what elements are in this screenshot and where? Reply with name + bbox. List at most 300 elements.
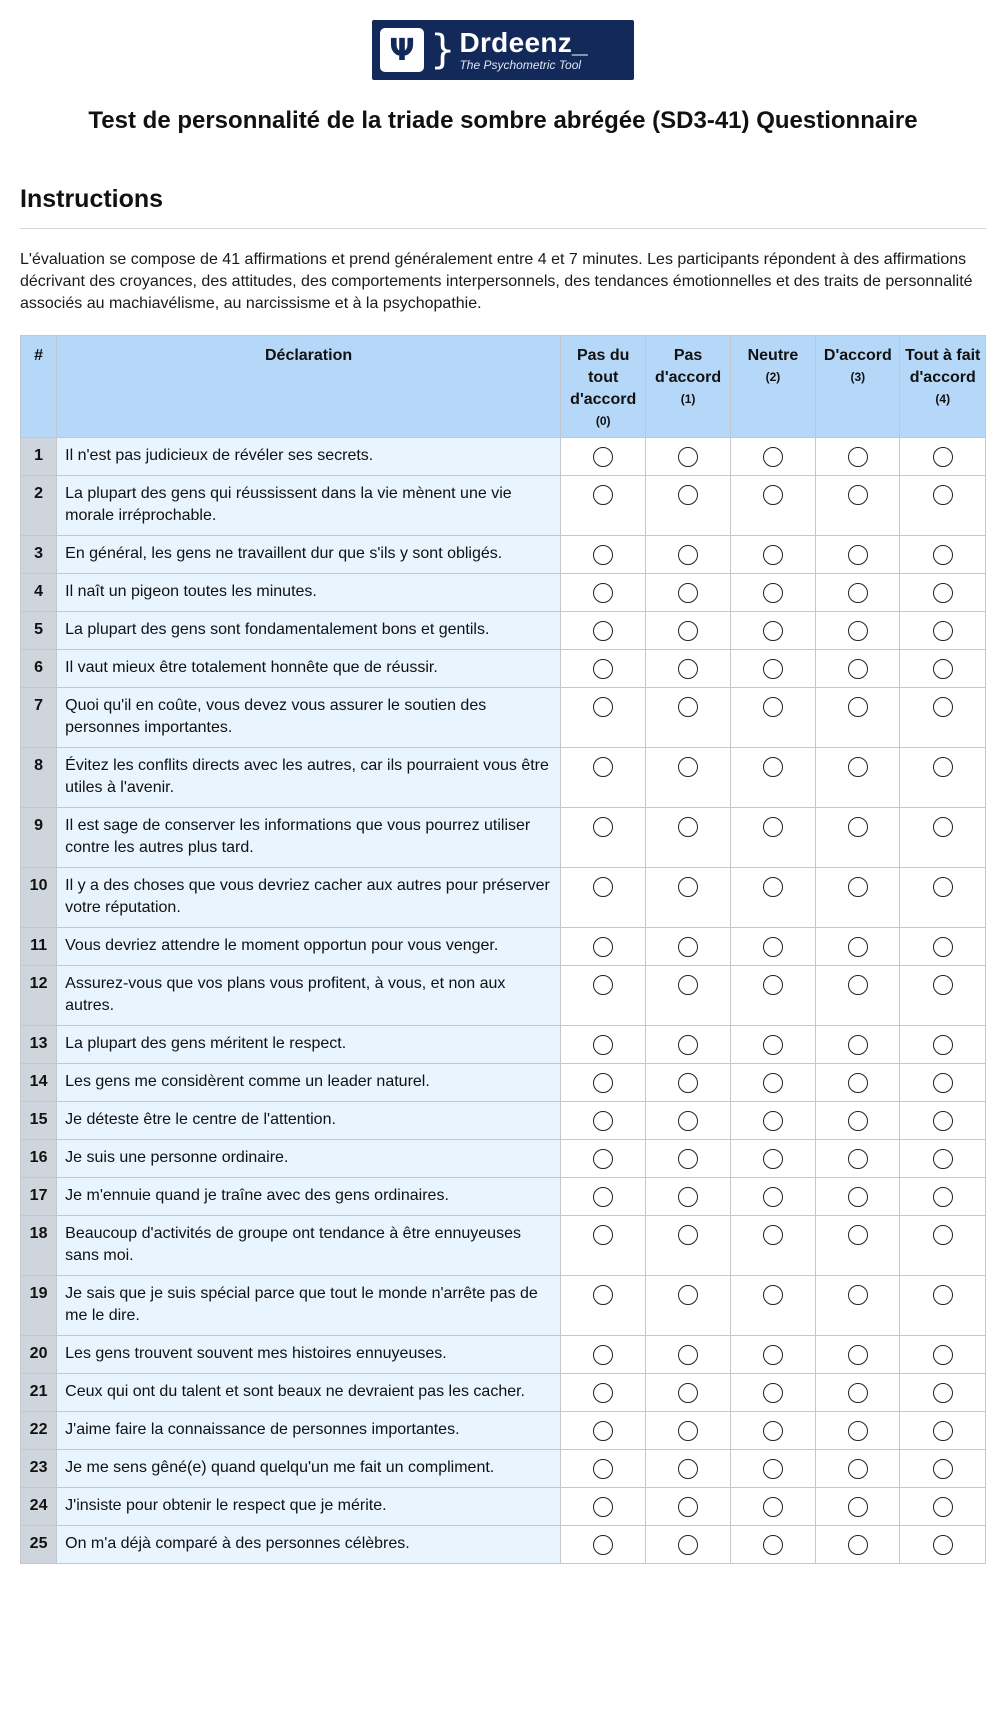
- answer-cell: [900, 536, 986, 574]
- answer-cell: [560, 1064, 645, 1102]
- header-statement: Déclaration: [57, 336, 561, 438]
- answer-cell: [816, 574, 900, 612]
- answer-radio-4[interactable]: [933, 1035, 953, 1055]
- answer-cell: [730, 1412, 815, 1450]
- answer-radio-2[interactable]: [763, 1459, 783, 1479]
- answer-radio-1[interactable]: [678, 583, 698, 603]
- answer-radio-1[interactable]: [678, 1459, 698, 1479]
- answer-cell: [646, 1336, 730, 1374]
- table-row: [21, 438, 986, 476]
- question-number: 5: [21, 612, 57, 650]
- answer-radio-2[interactable]: [763, 1383, 783, 1403]
- answer-cell: [900, 1374, 986, 1412]
- answer-cell: [646, 650, 730, 688]
- answer-cell: [900, 438, 986, 476]
- answer-radio-1[interactable]: [678, 1285, 698, 1305]
- answer-cell: [730, 574, 815, 612]
- answer-cell: [646, 612, 730, 650]
- answer-radio-1[interactable]: [678, 545, 698, 565]
- answer-cell: [730, 438, 815, 476]
- answer-radio-0[interactable]: [593, 1497, 613, 1517]
- answer-cell: [730, 1374, 815, 1412]
- answer-radio-4[interactable]: [933, 1111, 953, 1131]
- question-statement: Il n'est pas judicieux de révéler ses secrets.: [57, 438, 561, 476]
- answer-cell: [900, 1102, 986, 1140]
- answer-radio-0[interactable]: [593, 1383, 613, 1403]
- answer-radio-3[interactable]: [848, 1035, 868, 1055]
- answer-cell: [900, 1064, 986, 1102]
- option-code: (1): [680, 392, 696, 406]
- logo-container: [20, 20, 986, 80]
- answer-radio-0[interactable]: [593, 583, 613, 603]
- answer-cell: [560, 650, 645, 688]
- question-statement: En général, les gens ne travaillent dur que s'ils y sont obligés.: [57, 536, 561, 574]
- logo-text: [459, 28, 587, 72]
- question-statement: Vous devriez attendre le moment opportun pour vous venger.: [57, 928, 561, 966]
- answer-cell: [900, 748, 986, 808]
- answer-radio-3[interactable]: [848, 1187, 868, 1207]
- question-number: 24: [21, 1488, 57, 1526]
- answer-radio-0[interactable]: [593, 1535, 613, 1555]
- answer-cell: [730, 1178, 815, 1216]
- question-number: 25: [21, 1526, 57, 1564]
- answer-radio-4[interactable]: [933, 583, 953, 603]
- answer-cell: [900, 476, 986, 536]
- logo-brace-glyph: }: [430, 27, 456, 73]
- table-row: [21, 1374, 986, 1412]
- answer-radio-1[interactable]: [678, 1535, 698, 1555]
- header-option-0: [560, 336, 645, 438]
- table-row: [21, 808, 986, 868]
- answer-radio-0[interactable]: [593, 659, 613, 679]
- answer-radio-3[interactable]: [848, 975, 868, 995]
- answer-cell: [730, 868, 815, 928]
- answer-radio-3[interactable]: [848, 583, 868, 603]
- answer-radio-3[interactable]: [848, 757, 868, 777]
- question-statement: Les gens me considèrent comme un leader naturel.: [57, 1064, 561, 1102]
- option-label: Neutre: [747, 347, 799, 364]
- answer-radio-2[interactable]: [763, 659, 783, 679]
- answer-cell: [816, 1026, 900, 1064]
- answer-cell: [646, 1526, 730, 1564]
- answer-cell: [560, 808, 645, 868]
- answer-radio-3[interactable]: [848, 485, 868, 505]
- answer-radio-4[interactable]: [933, 1383, 953, 1403]
- answer-cell: [816, 1412, 900, 1450]
- answer-radio-1[interactable]: [678, 447, 698, 467]
- question-number: 15: [21, 1102, 57, 1140]
- question-statement: Les gens trouvent souvent mes histoires ennuyeuses.: [57, 1336, 561, 1374]
- answer-radio-2[interactable]: [763, 877, 783, 897]
- question-number: 18: [21, 1216, 57, 1276]
- answer-radio-2[interactable]: [763, 817, 783, 837]
- table-row: [21, 536, 986, 574]
- answer-cell: [816, 868, 900, 928]
- option-label: Pas du tout d'accord: [570, 347, 637, 408]
- logo-tagline: The Psychometric Tool: [459, 58, 582, 72]
- answer-cell: [730, 688, 815, 748]
- answer-radio-4[interactable]: [933, 1149, 953, 1169]
- answer-radio-3[interactable]: [848, 545, 868, 565]
- answer-cell: [560, 1026, 645, 1064]
- answer-cell: [560, 1412, 645, 1450]
- answer-radio-2[interactable]: [763, 1187, 783, 1207]
- answer-radio-1[interactable]: [678, 817, 698, 837]
- answer-radio-3[interactable]: [848, 817, 868, 837]
- answer-cell: [816, 1526, 900, 1564]
- answer-radio-2[interactable]: [763, 1035, 783, 1055]
- question-number: 16: [21, 1140, 57, 1178]
- answer-radio-0[interactable]: [593, 697, 613, 717]
- table-row: [21, 928, 986, 966]
- answer-cell: [900, 1178, 986, 1216]
- answer-radio-4[interactable]: [933, 975, 953, 995]
- answer-radio-2[interactable]: [763, 1497, 783, 1517]
- answer-radio-0[interactable]: [593, 545, 613, 565]
- table-row: [21, 688, 986, 748]
- answer-radio-0[interactable]: [593, 1345, 613, 1365]
- answer-cell: [730, 650, 815, 688]
- table-row: [21, 612, 986, 650]
- answer-radio-2[interactable]: [763, 975, 783, 995]
- answer-radio-1[interactable]: [678, 697, 698, 717]
- answer-radio-2[interactable]: [763, 485, 783, 505]
- table-row: [21, 1216, 986, 1276]
- answer-cell: [560, 1336, 645, 1374]
- answer-cell: [730, 1026, 815, 1064]
- answer-radio-4[interactable]: [933, 485, 953, 505]
- answer-radio-0[interactable]: [593, 975, 613, 995]
- answer-radio-2[interactable]: [763, 1073, 783, 1093]
- answer-radio-2[interactable]: [763, 621, 783, 641]
- answer-cell: [816, 476, 900, 536]
- answer-radio-4[interactable]: [933, 1345, 953, 1365]
- answer-radio-3[interactable]: [848, 877, 868, 897]
- answer-cell: [816, 1276, 900, 1336]
- answer-radio-1[interactable]: [678, 1187, 698, 1207]
- answer-cell: [900, 612, 986, 650]
- answer-radio-1[interactable]: [678, 937, 698, 957]
- table-row: [21, 868, 986, 928]
- answer-radio-3[interactable]: [848, 1073, 868, 1093]
- answer-radio-4[interactable]: [933, 545, 953, 565]
- answer-radio-4[interactable]: [933, 1535, 953, 1555]
- answer-cell: [730, 1216, 815, 1276]
- answer-cell: [730, 536, 815, 574]
- answer-cell: [560, 438, 645, 476]
- answer-cell: [730, 808, 815, 868]
- answer-radio-2[interactable]: [763, 545, 783, 565]
- answer-radio-1[interactable]: [678, 1497, 698, 1517]
- answer-radio-1[interactable]: [678, 1035, 698, 1055]
- answer-radio-4[interactable]: [933, 1225, 953, 1245]
- answer-radio-4[interactable]: [933, 877, 953, 897]
- answer-cell: [900, 1336, 986, 1374]
- answer-radio-3[interactable]: [848, 1149, 868, 1169]
- answer-radio-0[interactable]: [593, 1225, 613, 1245]
- answer-cell: [560, 476, 645, 536]
- question-number: 12: [21, 966, 57, 1026]
- answer-cell: [646, 928, 730, 966]
- question-statement: Il est sage de conserver les informations que vous pourrez utiliser contre les autres plus tard.: [57, 808, 561, 868]
- answer-radio-1[interactable]: [678, 757, 698, 777]
- answer-radio-1[interactable]: [678, 621, 698, 641]
- question-number: 11: [21, 928, 57, 966]
- answer-cell: [816, 438, 900, 476]
- answer-cell: [560, 1374, 645, 1412]
- answer-radio-1[interactable]: [678, 485, 698, 505]
- table-row: [21, 748, 986, 808]
- question-statement: Il vaut mieux être totalement honnête que de réussir.: [57, 650, 561, 688]
- answer-radio-0[interactable]: [593, 757, 613, 777]
- answer-cell: [646, 1374, 730, 1412]
- table-row: [21, 1412, 986, 1450]
- answer-cell: [730, 748, 815, 808]
- answer-radio-3[interactable]: [848, 1345, 868, 1365]
- answer-cell: [816, 1140, 900, 1178]
- answer-cell: [560, 748, 645, 808]
- table-row: [21, 1064, 986, 1102]
- table-row: [21, 1140, 986, 1178]
- answer-radio-3[interactable]: [848, 659, 868, 679]
- question-statement: Je sais que je suis spécial parce que tout le monde n'arrête pas de me le dire.: [57, 1276, 561, 1336]
- answer-cell: [730, 1450, 815, 1488]
- table-row: [21, 1102, 986, 1140]
- instructions-text: L'évaluation se compose de 41 affirmations et prend généralement entre 4 et 7 minutes. Les participants répondent à des affirmations décrivant des croyances, des attitudes, des comportements interpersonnels, des tendances émotionnelles et des traits de personnalité associés au machiavélisme, au narcissisme et à la psychopathie.: [20, 251, 973, 312]
- answer-cell: [646, 868, 730, 928]
- answer-cell: [816, 1064, 900, 1102]
- answer-radio-0[interactable]: [593, 447, 613, 467]
- answer-cell: [900, 868, 986, 928]
- answer-radio-4[interactable]: [933, 1497, 953, 1517]
- answer-cell: [816, 650, 900, 688]
- answer-cell: [560, 688, 645, 748]
- option-code: (3): [850, 370, 866, 384]
- answer-cell: [560, 868, 645, 928]
- answer-radio-3[interactable]: [848, 1285, 868, 1305]
- answer-cell: [900, 966, 986, 1026]
- answer-radio-1[interactable]: [678, 1073, 698, 1093]
- answer-cell: [646, 438, 730, 476]
- answer-cell: [730, 612, 815, 650]
- table-row: [21, 1488, 986, 1526]
- answer-cell: [560, 966, 645, 1026]
- answer-radio-2[interactable]: [763, 1149, 783, 1169]
- question-number: 9: [21, 808, 57, 868]
- answer-radio-3[interactable]: [848, 1225, 868, 1245]
- answer-radio-0[interactable]: [593, 877, 613, 897]
- answer-cell: [900, 1026, 986, 1064]
- answer-radio-2[interactable]: [763, 447, 783, 467]
- question-statement: On m'a déjà comparé à des personnes célèbres.: [57, 1526, 561, 1564]
- table-row: [21, 1336, 986, 1374]
- page-title: Test de personnalité de la triade sombre abrégée (SD3-41) Questionnaire: [88, 107, 918, 134]
- question-number: 21: [21, 1374, 57, 1412]
- drdeenz-logo: [372, 20, 634, 80]
- answer-radio-0[interactable]: [593, 1073, 613, 1093]
- answer-radio-4[interactable]: [933, 1459, 953, 1479]
- option-label: Pas d'accord: [655, 347, 722, 386]
- answer-radio-4[interactable]: [933, 757, 953, 777]
- answer-cell: [730, 1064, 815, 1102]
- answer-radio-0[interactable]: [593, 937, 613, 957]
- answer-radio-2[interactable]: [763, 757, 783, 777]
- answer-cell: [900, 1276, 986, 1336]
- answer-cell: [646, 574, 730, 612]
- answer-radio-0[interactable]: [593, 485, 613, 505]
- answer-cell: [900, 1526, 986, 1564]
- question-statement: Ceux qui ont du talent et sont beaux ne devraient pas les cacher.: [57, 1374, 561, 1412]
- question-number: 17: [21, 1178, 57, 1216]
- answer-radio-1[interactable]: [678, 877, 698, 897]
- answer-radio-0[interactable]: [593, 1187, 613, 1207]
- answer-cell: [560, 574, 645, 612]
- answer-radio-1[interactable]: [678, 1225, 698, 1245]
- question-statement: Assurez-vous que vos plans vous profitent, à vous, et non aux autres.: [57, 966, 561, 1026]
- answer-cell: [646, 1450, 730, 1488]
- answer-radio-4[interactable]: [933, 659, 953, 679]
- logo-name: Drdeenz_: [459, 27, 588, 58]
- answer-radio-0[interactable]: [593, 1149, 613, 1169]
- header-number: #: [21, 336, 57, 438]
- header-option-4: [900, 336, 986, 438]
- question-number: 7: [21, 688, 57, 748]
- answer-radio-2[interactable]: [763, 1535, 783, 1555]
- answer-cell: [646, 1026, 730, 1064]
- answer-radio-0[interactable]: [593, 621, 613, 641]
- answer-cell: [646, 536, 730, 574]
- answer-radio-3[interactable]: [848, 937, 868, 957]
- answer-radio-0[interactable]: [593, 1035, 613, 1055]
- header-option-1: [646, 336, 730, 438]
- question-statement: Je me sens gêné(e) quand quelqu'un me fait un compliment.: [57, 1450, 561, 1488]
- answer-radio-3[interactable]: [848, 1421, 868, 1441]
- question-statement: La plupart des gens méritent le respect.: [57, 1026, 561, 1064]
- answer-radio-4[interactable]: [933, 447, 953, 467]
- answer-cell: [646, 1276, 730, 1336]
- answer-radio-1[interactable]: [678, 1421, 698, 1441]
- answer-radio-2[interactable]: [763, 697, 783, 717]
- answer-radio-4[interactable]: [933, 697, 953, 717]
- answer-radio-4[interactable]: [933, 1285, 953, 1305]
- answer-cell: [816, 688, 900, 748]
- answer-radio-4[interactable]: [933, 817, 953, 837]
- answer-radio-1[interactable]: [678, 1149, 698, 1169]
- question-number: 14: [21, 1064, 57, 1102]
- answer-cell: [816, 1178, 900, 1216]
- table-row: [21, 1450, 986, 1488]
- answer-cell: [900, 1412, 986, 1450]
- answer-radio-3[interactable]: [848, 621, 868, 641]
- answer-radio-4[interactable]: [933, 1187, 953, 1207]
- answer-cell: [560, 928, 645, 966]
- question-statement: Évitez les conflits directs avec les autres, car ils pourraient vous être utiles à l'avenir.: [57, 748, 561, 808]
- answer-radio-2[interactable]: [763, 1225, 783, 1245]
- answer-radio-3[interactable]: [848, 1459, 868, 1479]
- table-row: [21, 650, 986, 688]
- answer-radio-3[interactable]: [848, 1497, 868, 1517]
- answer-radio-0[interactable]: [593, 1285, 613, 1305]
- answer-radio-1[interactable]: [678, 659, 698, 679]
- answer-radio-2[interactable]: [763, 937, 783, 957]
- answer-radio-4[interactable]: [933, 621, 953, 641]
- answer-radio-3[interactable]: [848, 1111, 868, 1131]
- answer-radio-2[interactable]: [763, 1345, 783, 1365]
- table-row: [21, 1276, 986, 1336]
- answer-cell: [730, 966, 815, 1026]
- answer-cell: [560, 1102, 645, 1140]
- question-statement: J'insiste pour obtenir le respect que je mérite.: [57, 1488, 561, 1526]
- answer-radio-0[interactable]: [593, 1421, 613, 1441]
- option-code: (0): [595, 414, 611, 428]
- answer-radio-4[interactable]: [933, 937, 953, 957]
- answer-cell: [816, 808, 900, 868]
- answer-cell: [730, 1488, 815, 1526]
- answer-cell: [900, 574, 986, 612]
- answer-radio-4[interactable]: [933, 1421, 953, 1441]
- question-number: 1: [21, 438, 57, 476]
- answer-cell: [560, 612, 645, 650]
- answer-cell: [730, 1140, 815, 1178]
- answer-radio-0[interactable]: [593, 1111, 613, 1131]
- answer-cell: [646, 1412, 730, 1450]
- answer-cell: [560, 1276, 645, 1336]
- answer-cell: [816, 536, 900, 574]
- table-row: [21, 1526, 986, 1564]
- answer-radio-1[interactable]: [678, 1345, 698, 1365]
- answer-radio-3[interactable]: [848, 697, 868, 717]
- answer-radio-0[interactable]: [593, 1459, 613, 1479]
- answer-radio-3[interactable]: [848, 1535, 868, 1555]
- answer-cell: [816, 1102, 900, 1140]
- question-statement: La plupart des gens qui réussissent dans la vie mènent une vie morale irréprochable.: [57, 476, 561, 536]
- question-number: 13: [21, 1026, 57, 1064]
- table-row: [21, 1178, 986, 1216]
- answer-radio-3[interactable]: [848, 1383, 868, 1403]
- answer-radio-2[interactable]: [763, 583, 783, 603]
- answer-cell: [900, 1488, 986, 1526]
- answer-cell: [900, 1140, 986, 1178]
- question-number: 20: [21, 1336, 57, 1374]
- answer-cell: [646, 476, 730, 536]
- answer-radio-3[interactable]: [848, 447, 868, 467]
- answer-radio-1[interactable]: [678, 1111, 698, 1131]
- question-number: 2: [21, 476, 57, 536]
- answer-radio-1[interactable]: [678, 975, 698, 995]
- answer-cell: [816, 928, 900, 966]
- answer-cell: [816, 1488, 900, 1526]
- answer-radio-1[interactable]: [678, 1383, 698, 1403]
- answer-cell: [646, 688, 730, 748]
- answer-radio-0[interactable]: [593, 817, 613, 837]
- question-number: 4: [21, 574, 57, 612]
- answer-cell: [646, 1216, 730, 1276]
- answer-radio-4[interactable]: [933, 1073, 953, 1093]
- psi-logo-icon: Ψ: [380, 28, 424, 72]
- answer-radio-2[interactable]: [763, 1421, 783, 1441]
- answer-radio-2[interactable]: [763, 1285, 783, 1305]
- option-code: (4): [935, 392, 951, 406]
- question-number: 8: [21, 748, 57, 808]
- option-code: (2): [765, 370, 781, 384]
- answer-radio-2[interactable]: [763, 1111, 783, 1131]
- table-header-row: [21, 336, 986, 438]
- answer-cell: [900, 688, 986, 748]
- answer-cell: [816, 1336, 900, 1374]
- question-statement: Il y a des choses que vous devriez cacher aux autres pour préserver votre réputation.: [57, 868, 561, 928]
- table-row: [21, 966, 986, 1026]
- table-row: [21, 1026, 986, 1064]
